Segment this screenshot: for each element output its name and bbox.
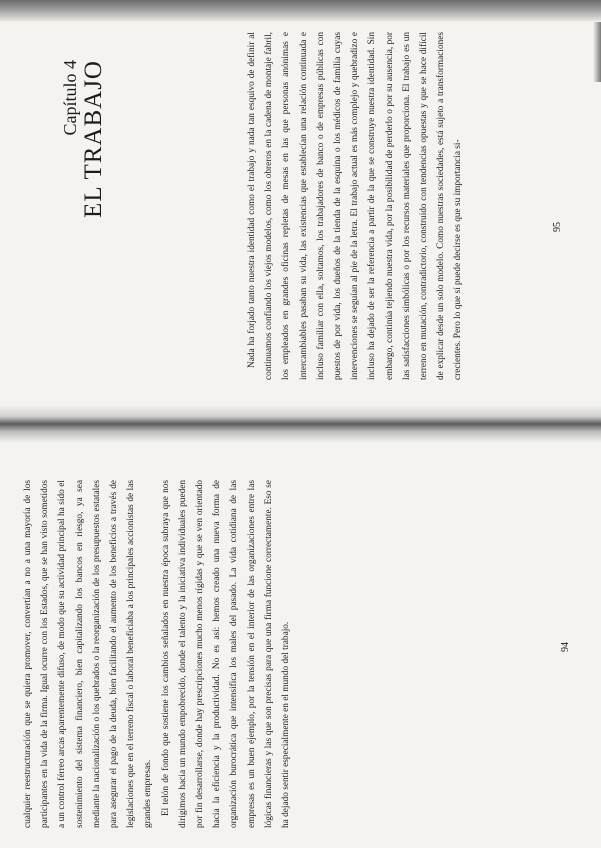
page-number: 95 xyxy=(552,222,563,232)
chapter-label: Capítulo 4 xyxy=(60,60,80,136)
paragraph: El telón de fondo que sostiene los cambios señalados en nuestra época subraya que nos dirigimos hacia un mundo empobrecido, donde el talento y la iniciativa individuales pueden por fin desarrollarse, donde hay prescripciones mucho menos rígidas y que se ven orientado hacia la eficiencia y la productividad. No es así: hemos creado una nueva forma de organización burocrática que intensifica los males del pasado. La vida cotidiana de las empresas es un buen ejemplo, por la tensión en el interior de las organizaciones entre las lógicas financieras y las que son precisas para que una firma funcione correctamente. Eso se ha dejado sentir especialmente en el mundo del trabajo. xyxy=(160,480,292,828)
page-number: 94 xyxy=(560,642,571,652)
book-gutter xyxy=(0,405,601,443)
paragraph: Nada ha forjado tanto nuestra identidad como el trabajo y nada tan esquivo de definir al continuamos confiando los viejos modelos, como los obreros en la cadena de montaje fabril, los empleados en grandes oficinas repletas de mesas en las que personas anónimas e intercambiables pasaban su vida, las existencias que establecían una relación continuada e incluso familiar con ella, soltamos, los trabajadores de banco o de empresas públicas con puestos de por vida, los dueños de la tienda de la esquina o los médicos de familia cuyas intervenciones se seguían al pie de la letra. El trabajo actual es más complejo y quebradizo e incluso ha dejado de ser la referencia a partir de la que se construye nuestra identidad. Sin embargo, continúa tejiendo nuestra vida, por la posibilidad de perderlo o por su ausencia, por las satisfacciones simbólicas o por los recursos materiales que proporciona. El trabajo es un terreno en mutación, contradictorio, construido con tendencias opuestas y que se hace difícil de explicar desde un solo modelo. Como nuestras sociedades, está sujeto a transformaciones crecientes. Pero lo que sí puede decirse es que su importancia si- xyxy=(247,32,464,380)
scan-top-edge xyxy=(0,0,601,22)
body-text-95 xyxy=(244,32,564,380)
page-94 xyxy=(0,468,601,848)
chapter-title: EL TRABAJO xyxy=(80,60,107,218)
paragraph: cualquier reestructuración que se quiera promover, convertían a no a una mayoría de los participantes en la vida de la firma. Igual ocurre con los Estados, que se han visto sometidos a un control férreo arcas aparentemente difuso, de modo que su actividad principal ha sido el sostenimiento del sistema financiero, bien capitalizando los bancos en riesgo, ya sea mediante la nacionalización o los quebrados o la reorganización de los presupuestos estatales para asegurar el pago de la deuda, bien facilitando el aumento de los beneficios a través de legislaciones que en el terreno fiscal o laboral beneficiaba a los principales accionistas de las grandes empresas. xyxy=(23,480,154,828)
page-95 xyxy=(0,20,601,400)
body-text-94 xyxy=(20,480,440,828)
